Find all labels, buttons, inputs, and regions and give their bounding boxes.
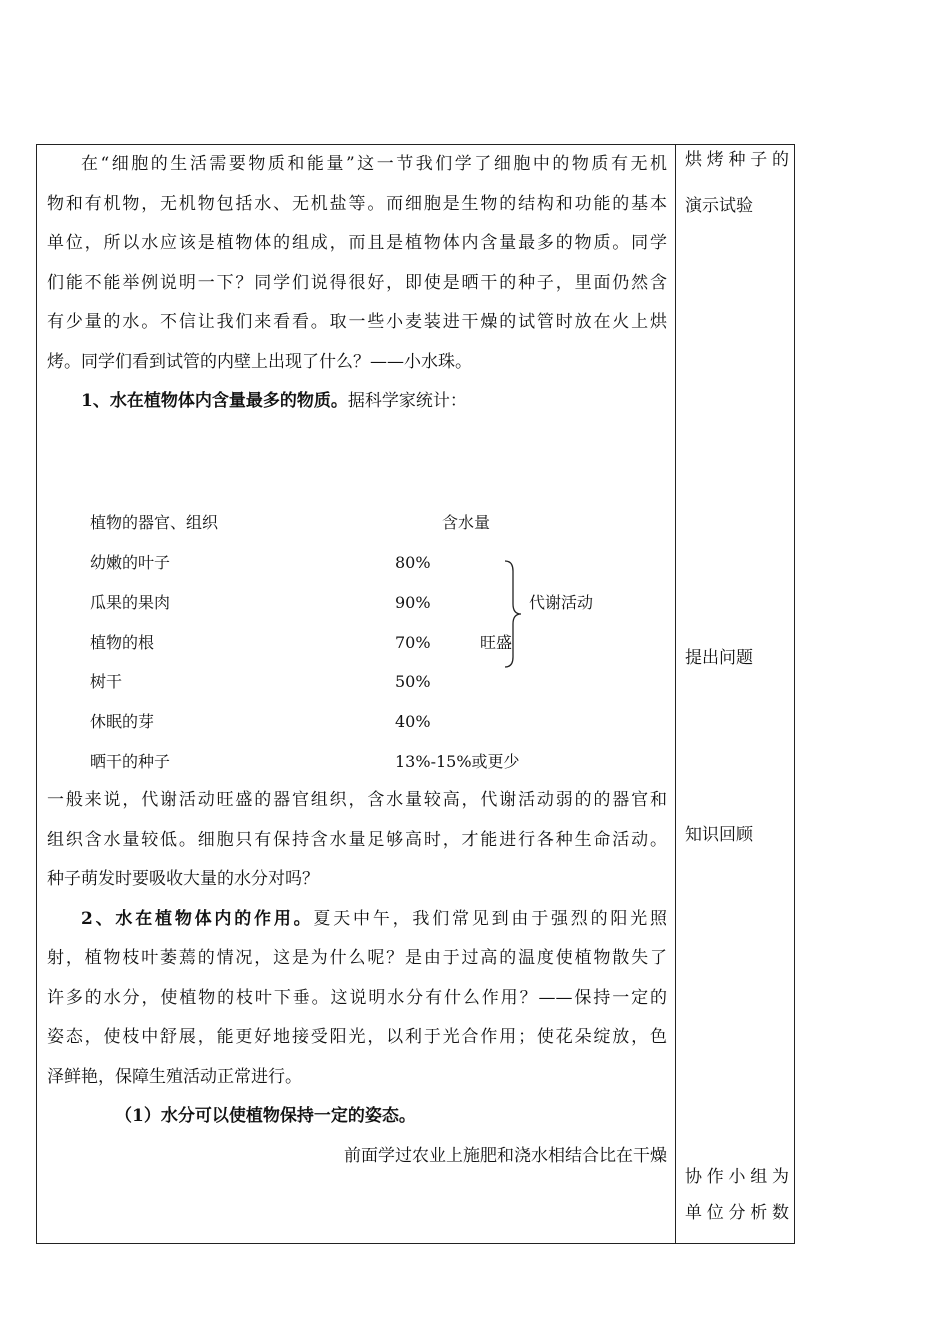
water-cell: 80% xyxy=(395,553,431,572)
section1-paragraph xyxy=(47,382,667,422)
section2-first-tail: 夏天中午，我们常见到由于强烈的阳光照 xyxy=(313,908,668,929)
header-water: 含水量 xyxy=(442,513,491,532)
intro-line: 们能不能举例说明一下？同学们说得很好，即使是晒干的种子，里面仍然含 xyxy=(47,272,667,293)
side-note-review: 知识回顾 xyxy=(685,825,753,845)
body-paragraphs xyxy=(47,781,667,1176)
section1-tail: 据科学家统计： xyxy=(347,391,467,411)
section2-line: 泽鲜艳，保障生殖活动正常进行。 xyxy=(47,1066,302,1087)
intro-line: 烤。同学们看到试管的内壁上出现了什么？——小水珠。 xyxy=(47,351,472,372)
organ-cell: 植物的根 xyxy=(90,633,155,652)
side-note-group xyxy=(685,1163,789,1227)
intro-line: 单位，所以水应该是植物体的组成，而且是植物体内含量最多的物质。同学 xyxy=(47,233,667,253)
summary-line: 一般来说，代谢活动旺盛的器官组织，含水量较高，代谢活动弱的的器官和 xyxy=(47,790,667,810)
organ-cell: 晒干的种子 xyxy=(90,752,171,771)
header-organ: 植物的器官、组织 xyxy=(90,513,219,532)
water-cell: 13%-15%或更少 xyxy=(395,752,520,771)
organ-cell: 瓜果的果肉 xyxy=(90,593,171,612)
intro-line: 有少量的水。不信让我们来看看。取一些小麦装进干燥的试管时放在火上烘 xyxy=(47,312,667,332)
side-note-question: 提出问题 xyxy=(685,648,753,668)
side-note-line: 单位分析数 xyxy=(685,1203,789,1223)
lesson-table xyxy=(36,144,795,1244)
section2-paragraph xyxy=(47,900,667,940)
water-cell: 40% xyxy=(395,712,431,731)
section2-line: 许多的水分，使植物的枝叶下垂。这说明水分有什么作用？——保持一定的 xyxy=(47,987,667,1008)
side-note-line: 烘烤种子的 xyxy=(685,150,789,170)
intro-line: 在“细胞的生活需要物质和能量”这一节我们学了细胞中的物质有无机 xyxy=(81,154,667,174)
intro-paragraph xyxy=(47,145,667,422)
brace-label: 代谢活动 xyxy=(529,593,594,612)
side-note-line: 演示试验 xyxy=(685,196,753,216)
organ-cell: 休眠的芽 xyxy=(90,712,155,731)
last-line: 前面学过农业上施肥和浇水相结合比在干燥 xyxy=(344,1145,667,1166)
section2-line: 射，植物枝叶萎蔫的情况，这是为什么呢？是由于过高的温度使植物散失了 xyxy=(47,948,667,968)
water-cell: 50% xyxy=(395,672,431,691)
point1: （1）水分可以使植物保持一定的姿态。 xyxy=(115,1106,416,1126)
section2-heading: 2、水在植物体内的作用。 xyxy=(81,908,314,929)
water-cell: 70% xyxy=(395,633,431,652)
side-note-demo xyxy=(685,146,789,220)
side-note-line: 协作小组为 xyxy=(685,1167,789,1187)
section2-line: 姿态，使枝中舒展，能更好地接受阳光，以利于光合作用；使花朵绽放，色 xyxy=(47,1027,667,1047)
summary-line: 种子萌发时要吸收大量的水分对吗？ xyxy=(47,869,319,889)
organ-cell: 幼嫩的叶子 xyxy=(90,553,171,572)
water-cell: 90% xyxy=(395,593,431,612)
brace-label-2: 旺盛 xyxy=(480,633,513,652)
summary-line: 组织含水量较低。细胞只有保持含水量足够高时，才能进行各种生命活动。 xyxy=(47,829,667,850)
section1-heading: 1、水在植物体内含量最多的物质。 xyxy=(81,391,348,411)
column-divider xyxy=(675,145,676,1243)
intro-line: 物和有机物，无机物包括水、无机盐等。而细胞是生物的结构和功能的基本 xyxy=(47,193,667,214)
organ-cell: 树干 xyxy=(90,672,123,691)
